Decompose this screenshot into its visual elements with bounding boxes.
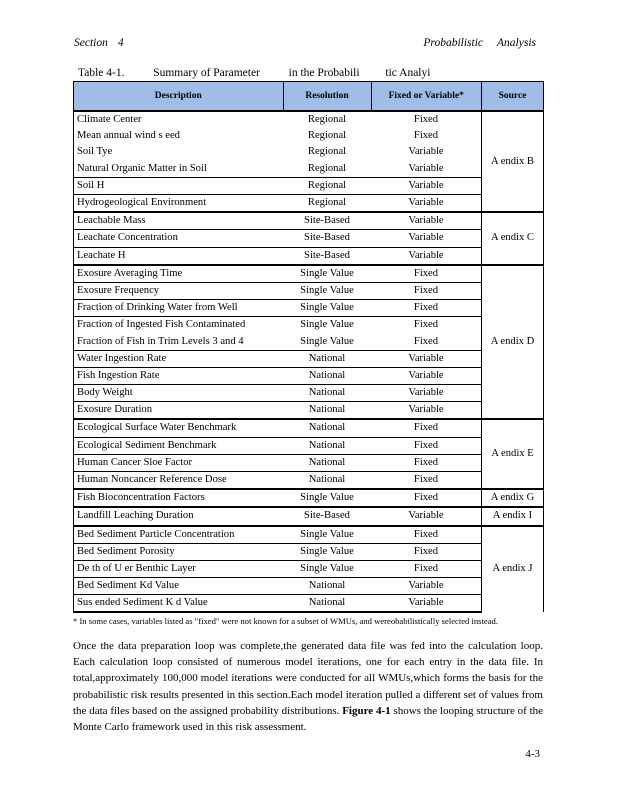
table-row [74, 247, 544, 265]
cell-fixed-variable: Variable [371, 177, 482, 194]
cell-description: Human Noncancer Reference Dose [74, 471, 284, 489]
header-title-word-2: Analysis [497, 37, 536, 49]
cell-fixed-variable: Fixed [371, 419, 482, 437]
cell-fixed-variable: Fixed [371, 489, 482, 507]
header-title-word-1: Probabilistic [423, 37, 484, 49]
cell-description: Landfill Leaching Duration [74, 507, 284, 525]
column-header-source: Source [482, 82, 544, 112]
cell-resolution: Single Value [283, 543, 371, 560]
page-number: 4-3 [525, 748, 540, 760]
cell-description: Body Weight [74, 385, 284, 402]
cell-resolution: National [283, 595, 371, 613]
cell-resolution: Single Value [283, 526, 371, 544]
cell-description: Fish Ingestion Rate [74, 367, 284, 384]
cell-resolution: National [283, 402, 371, 420]
cell-resolution: Regional [307, 162, 347, 174]
table-row [74, 595, 544, 613]
cell-resolution: National [283, 350, 371, 367]
cell-fixed-variable: Variable [371, 367, 482, 384]
cell-resolution: Regional [283, 111, 371, 128]
table-row [74, 507, 544, 525]
table-row [74, 454, 544, 471]
cell-description: Climate Center [74, 111, 284, 128]
cell-resolution: Regional [283, 194, 371, 212]
cell-resolution: Regional [307, 130, 347, 142]
cell-fixed-variable: Variable [371, 212, 482, 230]
cell-resolution: Single Value [283, 317, 371, 334]
cell-description: Bed Sediment Porosity [74, 543, 284, 560]
cell-description: Leachable Mass [74, 212, 284, 230]
table-row [74, 419, 544, 437]
table-row [74, 526, 544, 544]
cell-fixed-variable: Variable [371, 144, 482, 160]
cell-description: Leachate Concentration [74, 230, 284, 247]
table-footnote: * In some cases, variables listed as "fixed" were not known for a subset of WMUs, and wereobabilistically selected instead. [73, 616, 498, 626]
cell-resolution: Regional [283, 177, 371, 194]
cell-fixed-variable: Fixed [371, 300, 482, 317]
cell-source: A endix G [482, 489, 544, 507]
cell-fixed-variable: Variable [371, 350, 482, 367]
cell-fixed-variable: Variable [371, 402, 482, 420]
cell-resolution: Single Value [283, 300, 371, 317]
cell-fixed-variable: Fixed [371, 265, 482, 283]
running-header-title [423, 37, 536, 49]
cell-description: Hydrogeological Environment [74, 194, 284, 212]
table-caption-text: Summary of Parameter in the Probabili tic Analyi [153, 67, 431, 79]
cell-description: Sus ended Sediment K d Value [74, 595, 284, 613]
cell-resolution: Site-Based [283, 230, 371, 247]
column-header-description: Description [74, 82, 284, 112]
table-row [74, 437, 544, 454]
cell-source: A endix E [482, 419, 544, 489]
cell-description: Fraction of Ingested Fish Contaminated [74, 317, 284, 334]
cell-description: Bed Sediment Kd Value [74, 578, 284, 595]
table-caption [78, 67, 430, 79]
body-paragraph [73, 638, 543, 735]
cell-fixed-variable: Variable [371, 247, 482, 265]
cell-description: Human Cancer Sloe Factor [74, 454, 284, 471]
cell-resolution: National [283, 578, 371, 595]
cell-description: Soil H [74, 177, 284, 194]
cell-source: A endix C [482, 212, 544, 265]
cell-resolution: Site-Based [283, 507, 371, 525]
cell-resolution: Single Value [283, 489, 371, 507]
table-row [74, 111, 544, 128]
column-header-resolution: Resolution [283, 82, 371, 112]
table-row [74, 300, 544, 317]
cell-resolution: Site-Based [283, 247, 371, 265]
cell-description: Water Ingestion Rate [74, 350, 284, 367]
table-row [74, 543, 544, 560]
cell-resolution: Single Value [283, 282, 371, 299]
cell-resolution: Site-Based [283, 212, 371, 230]
cell-source: A endix J [482, 526, 544, 613]
table-row [74, 194, 544, 212]
column-header-fixed-variable: Fixed or Variable* [371, 82, 482, 112]
cell-description: Fraction of Drinking Water from Well [74, 300, 284, 317]
cell-resolution: National [283, 419, 371, 437]
cell-description: Exosure Frequency [74, 282, 284, 299]
cell-description: Exosure Averaging Time [74, 265, 284, 283]
cell-description: Soil Tye [74, 144, 284, 160]
cell-source: A endix I [482, 507, 544, 525]
cell-fixed-variable: Fixed [371, 317, 482, 334]
cell-resolution: National [283, 385, 371, 402]
header-section-label: Section [74, 37, 108, 49]
table-row [74, 128, 544, 144]
table-row [74, 560, 544, 577]
table-row [74, 385, 544, 402]
cell-fixed-variable: Variable [371, 230, 482, 247]
cell-resolution: Single Value [283, 265, 371, 283]
table-row [74, 402, 544, 420]
table-row [74, 333, 544, 350]
cell-fixed-variable: Fixed [371, 111, 482, 128]
table-row [74, 489, 544, 507]
cell-fixed-variable: Fixed [371, 437, 482, 454]
cell-description: Bed Sediment Particle Concentration [74, 526, 284, 544]
table-row [74, 161, 544, 178]
cell-resolution: Regional [307, 146, 347, 158]
cell-resolution: National [283, 471, 371, 489]
cell-fixed-variable: Fixed [371, 128, 482, 144]
cell-description: Leachate H [74, 247, 284, 265]
cell-description: De th of U er Benthic Layer [74, 560, 284, 577]
table-row [74, 212, 544, 230]
cell-resolution: National [283, 437, 371, 454]
cell-description: Ecological Sediment Benchmark [74, 437, 284, 454]
table-row [74, 317, 544, 334]
cell-description: Natural Organic Matter in Soil [74, 161, 284, 178]
cell-description: Ecological Surface Water Benchmark [74, 419, 284, 437]
table-body [74, 111, 544, 612]
cell-description: Fish Bioconcentration Factors [74, 489, 284, 507]
cell-fixed-variable: Variable [371, 194, 482, 212]
table-caption-label: Table 4-1. [78, 67, 125, 79]
cell-resolution: Single Value [300, 335, 354, 347]
table-header-row [74, 82, 544, 112]
cell-fixed-variable: Variable [371, 507, 482, 525]
cell-resolution: National [283, 367, 371, 384]
running-header-section [74, 37, 124, 49]
table-row [74, 367, 544, 384]
cell-fixed-variable: Variable [371, 161, 482, 178]
table-row [74, 177, 544, 194]
cell-source: A endix B [482, 111, 544, 212]
cell-fixed-variable: Fixed [371, 471, 482, 489]
cell-description: Exosure Duration [74, 402, 284, 420]
cell-description: Fraction of Fish in Trim Levels 3 and 4 [74, 333, 284, 350]
cell-resolution: National [283, 454, 371, 471]
table-row [74, 265, 544, 283]
paragraph-text-end: shows the looping structure of the Monte Carlo framework used in this risk assessment. [73, 704, 544, 734]
cell-source: A endix D [482, 265, 544, 420]
cell-fixed-variable: Fixed [371, 543, 482, 560]
figure-reference[interactable]: Figure 4-1 [342, 704, 391, 717]
cell-fixed-variable: Fixed [371, 454, 482, 471]
cell-fixed-variable: Fixed [371, 526, 482, 544]
table-row [74, 230, 544, 247]
cell-fixed-variable: Variable [371, 595, 482, 613]
cell-resolution: Single Value [283, 560, 371, 577]
table-row [74, 144, 544, 160]
cell-fixed-variable: Fixed [371, 560, 482, 577]
table-row [74, 578, 544, 595]
table-row [74, 350, 544, 367]
paragraph-text-start: Once the data preparation loop was complete,the generated data file was fed into the calculation loop. Each calculation loop consisted of numerous model iterations, one for each entry in the data file. In total,approximately 100,000 model iterations were conducted for all WMUs,which forms the basis for the probabilistic risk results presented in this section.Each model iteration pulled a different set of values from the data files based on the assigned probability distributions. [73, 640, 543, 717]
table-row [74, 282, 544, 299]
cell-fixed-variable: Variable [371, 578, 482, 595]
cell-fixed-variable: Variable [371, 385, 482, 402]
parameter-summary-table [73, 81, 544, 613]
cell-fixed-variable: Fixed [371, 282, 482, 299]
header-section-number: 4 [117, 37, 124, 49]
cell-fixed-variable: Fixed [371, 333, 482, 350]
table-row [74, 471, 544, 489]
cell-description: Mean annual wind s eed [74, 128, 284, 144]
